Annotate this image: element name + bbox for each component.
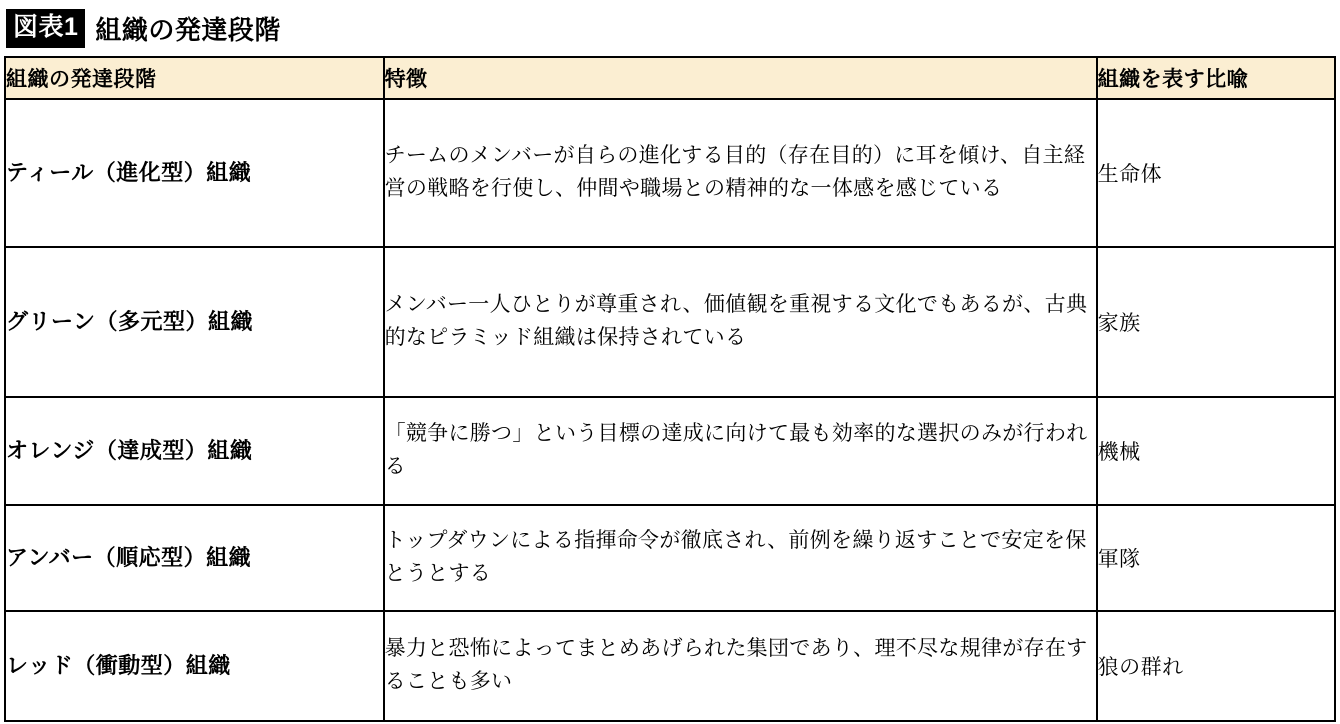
cell-stage: オレンジ（達成型）組織 <box>5 397 384 505</box>
development-stages-table <box>4 56 1336 722</box>
figure-number-badge: 図表1 <box>6 9 85 48</box>
cell-stage: アンバー（順応型）組織 <box>5 505 384 611</box>
cell-metaphor: 軍隊 <box>1097 505 1335 611</box>
table-row <box>5 99 1335 247</box>
cell-metaphor: 狼の群れ <box>1097 611 1335 721</box>
column-header-feature: 特徴 <box>384 57 1097 99</box>
table-row <box>5 505 1335 611</box>
cell-stage: グリーン（多元型）組織 <box>5 247 384 397</box>
cell-stage: ティール（進化型）組織 <box>5 99 384 247</box>
cell-metaphor: 家族 <box>1097 247 1335 397</box>
cell-feature: 「競争に勝つ」という目標の達成に向けて最も効率的な選択のみが行われる <box>384 397 1097 505</box>
table-row <box>5 397 1335 505</box>
column-header-stage: 組織の発達段階 <box>5 57 384 99</box>
page-title: 組織の発達段階 <box>95 14 281 45</box>
table-header-row <box>5 57 1335 99</box>
column-header-metaphor: 組織を表す比喩 <box>1097 57 1335 99</box>
cell-feature: 暴力と恐怖によってまとめあげられた集団であり、理不尽な規律が存在することも多い <box>384 611 1097 721</box>
cell-stage: レッド（衝動型）組織 <box>5 611 384 721</box>
table-row <box>5 611 1335 721</box>
cell-feature: チームのメンバーが自らの進化する目的（存在目的）に耳を傾け、自主経営の戦略を行使し、仲間や職場との精神的な一体感を感じている <box>384 99 1097 247</box>
cell-feature: メンバー一人ひとりが尊重され、価値観を重視する文化でもあるが、古典的なピラミッド組織は保持されている <box>384 247 1097 397</box>
figure-title <box>0 0 1340 56</box>
cell-metaphor: 機械 <box>1097 397 1335 505</box>
cell-metaphor: 生命体 <box>1097 99 1335 247</box>
cell-feature: トップダウンによる指揮命令が徹底され、前例を繰り返すことで安定を保とうとする <box>384 505 1097 611</box>
table-row <box>5 247 1335 397</box>
